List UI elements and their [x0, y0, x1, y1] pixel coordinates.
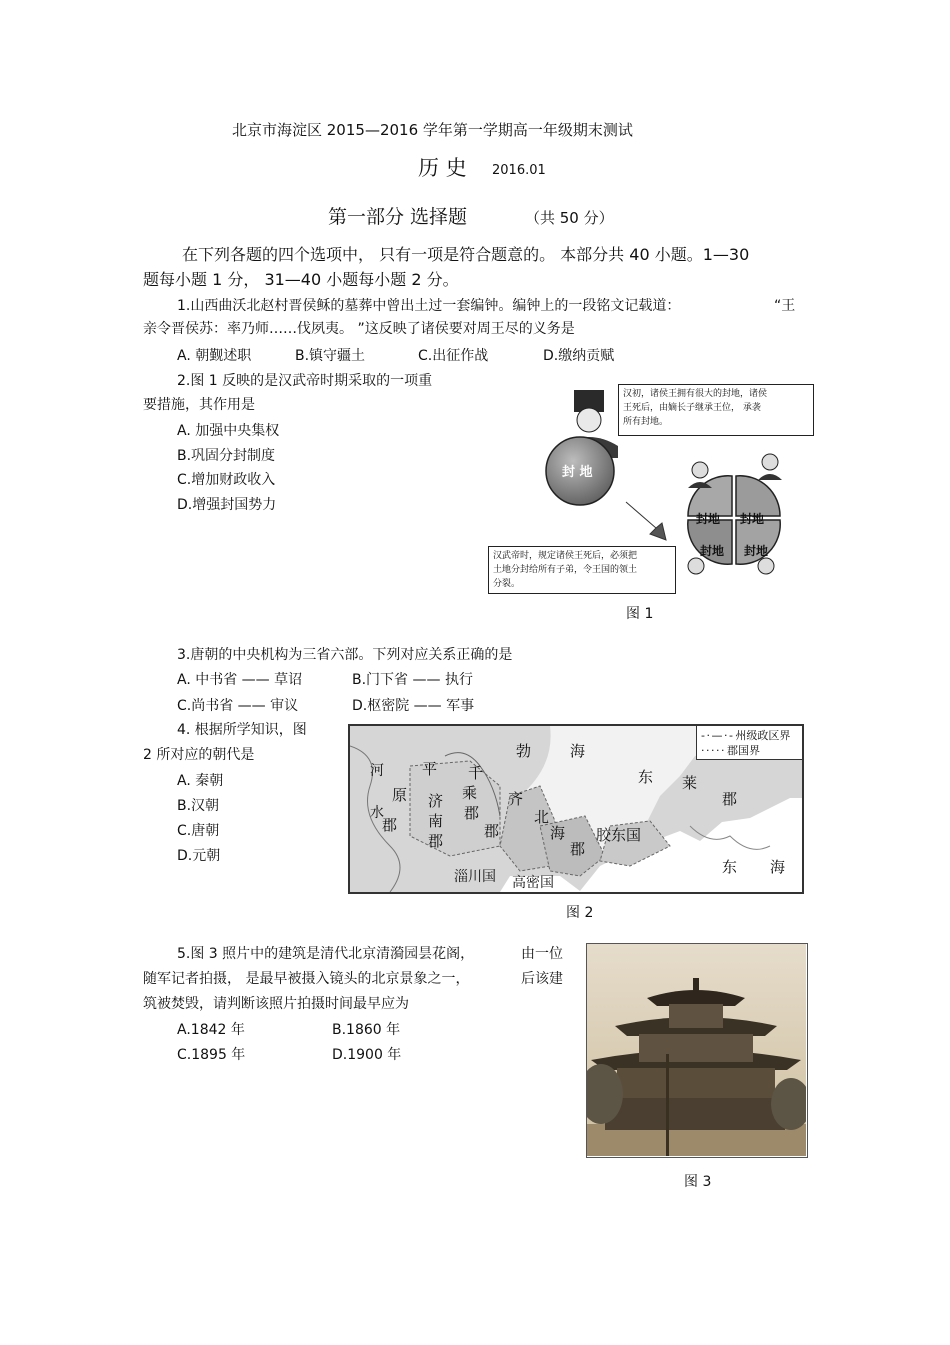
- box-bottom-line1: 汉武帝时，规定诸侯王死后，必须把: [493, 551, 638, 561]
- map-label-hai3: 海: [770, 858, 786, 876]
- q4-option-c: C.唐朝: [177, 823, 220, 839]
- q2-stem-line1: 2.图 1 反映的是汉武帝时期采取的一项重: [177, 373, 433, 389]
- exam-title: 北京市海淀区 2015—2016 学年第一学期高一年级期末测试: [232, 121, 633, 139]
- figure-2-label: 图 2: [566, 905, 594, 921]
- map-label-jun5: 郡: [570, 840, 586, 858]
- box-bottom-line2: 土地分封给所有子弟，令王国的领土: [493, 565, 638, 575]
- q3-stem: 3.唐朝的中央机构为三省六部。下列对应关系正确的是: [177, 647, 513, 663]
- q4-option-b: B.汉朝: [177, 798, 220, 814]
- q3-option-d: D.枢密院 —— 军事: [352, 698, 475, 714]
- fengdi-label-large: 封 地: [562, 465, 593, 480]
- q1-stem-line1-end: “王: [774, 298, 796, 314]
- map-label-jun3: 郡: [464, 804, 480, 822]
- map-label-zichuan: 淄川国: [454, 869, 496, 885]
- fengdi-label-3: 封地: [700, 544, 725, 558]
- q5-stem-line1: 5.图 3 照片中的建筑是清代北京清漪园昙花阁，: [177, 946, 475, 962]
- q5-option-d: D.1900 年: [332, 1047, 402, 1063]
- figure-1-label: 图 1: [626, 606, 654, 622]
- q3-option-b: B.门下省 —— 执行: [352, 672, 473, 688]
- map-label-gaomi: 高密国: [512, 875, 554, 891]
- q4-stem-line2: 2 所对应的朝代是: [143, 747, 255, 763]
- map-label-hai: 海: [570, 742, 586, 760]
- q5-stem-line2-end: 后该建: [521, 971, 563, 987]
- fengdi-label-1: 封地: [696, 512, 721, 526]
- q2-option-a: A. 加强中央集权: [177, 423, 280, 439]
- figure-3-photo: [586, 943, 808, 1158]
- figure-3-label: 图 3: [684, 1174, 712, 1190]
- figure-2-map: [348, 724, 804, 894]
- q5-stem-line3: 筑被焚毁，请判断该照片拍摄时间最早应为: [143, 996, 409, 1012]
- box-top-line2: 王死后，由嫡长子继承王位， 承袭: [623, 403, 761, 413]
- q2-option-b: B.巩固分封制度: [177, 448, 276, 464]
- q2-option-c: C.增加财政收入: [177, 472, 276, 488]
- map-label-nan: 南: [428, 812, 444, 830]
- map-label-hai2: 海: [550, 824, 566, 842]
- box-top-line3: 所有封地。: [623, 417, 669, 427]
- exam-date: 2016.01: [492, 163, 546, 178]
- q1-option-a: A. 朝觐述职: [177, 348, 252, 364]
- q1-option-b: B.镇守疆土: [295, 348, 366, 364]
- figure-1-caption-box-top: [618, 384, 814, 436]
- legend-commandery-border: 郡国界: [726, 744, 760, 757]
- map-label-bo: 勃: [516, 742, 532, 760]
- subject-title: 历 史: [418, 156, 467, 180]
- q3-option-c: C.尚书省 —— 审议: [177, 698, 299, 714]
- map-label-bei: 北: [534, 808, 550, 826]
- map-label-dong2: 东: [722, 858, 738, 876]
- map-label-jun1: 郡: [382, 816, 398, 834]
- box-top-line1: 汉初，诸侯王拥有很大的封地，诸侯: [623, 389, 768, 399]
- map-label-jun6: 郡: [722, 790, 738, 808]
- map-label-cheng: 乘: [462, 784, 478, 802]
- map-label-qi: 齐: [508, 790, 524, 808]
- instructions-line2: 题每小题 1 分， 31—40 小题每小题 2 分。: [143, 270, 459, 289]
- q2-option-d: D.增强封国势力: [177, 497, 277, 513]
- map-legend: - · — · - 州级政区界 · · · · · 郡国界: [696, 726, 802, 760]
- fengdi-label-2: 封地: [740, 512, 765, 526]
- map-label-qian: 千: [468, 764, 484, 782]
- q3-option-a: A. 中书省 —— 草诏: [177, 672, 303, 688]
- q1-option-d: D.缴纳贡赋: [543, 348, 615, 364]
- fengdi-label-4: 封地: [744, 544, 769, 558]
- q2-stem-line2: 要措施，其作用是: [143, 397, 255, 413]
- instructions-line1: 在下列各题的四个选项中， 只有一项是符合题意的。 本部分共 40 小题。1—30: [182, 245, 750, 264]
- figure-1-cartoon: [488, 380, 818, 598]
- q1-option-c: C.出征作战: [418, 348, 489, 364]
- map-label-ping: 平: [422, 760, 438, 778]
- photo-pavilion: [587, 944, 806, 1156]
- map-label-jun2: 郡: [428, 832, 444, 850]
- q5-stem-line1-end: 由一位: [521, 946, 563, 962]
- q5-option-c: C.1895 年: [177, 1047, 246, 1063]
- q5-stem-line2: 随军记者拍摄， 是最早被摄入镜头的北京景象之一，: [143, 971, 470, 987]
- section-points: （共 50 分）: [525, 209, 614, 227]
- box-bottom-line3: 分裂。: [493, 579, 521, 589]
- map-label-jun4: 郡: [484, 822, 500, 840]
- q5-option-a: A.1842 年: [177, 1022, 245, 1038]
- legend-prefecture-border: 州级政区界: [735, 729, 791, 742]
- q1-stem-line1: 1.山西曲沃北赵村晋侯稣的墓葬中曾出土过一套编钟。编钟上的一段铭文记载道：: [177, 298, 681, 314]
- q4-stem-line1: 4. 根据所学知识，图: [177, 722, 307, 738]
- q5-option-b: B.1860 年: [332, 1022, 401, 1038]
- q4-option-d: D.元朝: [177, 848, 221, 864]
- map-label-jiaodong: 胶东国: [596, 826, 642, 844]
- map-label-ji: 济: [428, 792, 444, 810]
- map-label-yuan: 原: [392, 786, 408, 804]
- map-label-he: 河: [370, 763, 384, 779]
- section-title: 第一部分 选择题: [328, 206, 468, 228]
- map-label-dong: 东: [638, 768, 654, 786]
- q1-stem-line2: 亲令晋侯苏：率乃师……伐夙夷。 ”这反映了诸侯要对周王尽的义务是: [143, 321, 575, 337]
- q4-option-a: A. 秦朝: [177, 773, 224, 789]
- map-label-lai: 莱: [682, 774, 698, 792]
- figure-1-caption-box-bottom: [488, 546, 676, 594]
- map-label-shui: 水: [370, 805, 384, 821]
